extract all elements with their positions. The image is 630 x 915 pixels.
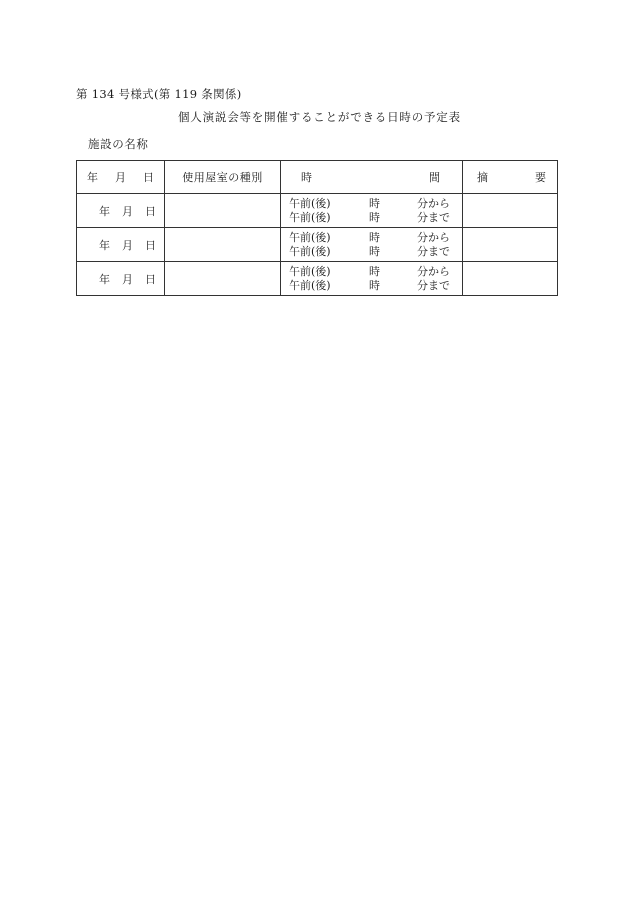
minute-from-label: 分から — [417, 264, 450, 278]
table-row — [77, 194, 558, 228]
header-note — [463, 161, 558, 194]
date-day: 日 — [145, 272, 156, 286]
note-cell[interactable] — [463, 262, 558, 296]
hour-label: 時 — [369, 244, 380, 258]
date-year: 年 — [99, 238, 110, 252]
date-month: 月 — [122, 238, 133, 252]
room-type-cell[interactable] — [165, 262, 281, 296]
date-year: 年 — [99, 272, 110, 286]
time-cell[interactable] — [281, 228, 463, 262]
header-date — [77, 161, 165, 194]
ampm-label: 午前(後) — [289, 264, 331, 278]
table-row — [77, 262, 558, 296]
table-row — [77, 228, 558, 262]
header-time-ji: 時 — [301, 171, 312, 184]
time-from-line — [281, 265, 462, 279]
time-to-line — [281, 211, 462, 225]
hour-label: 時 — [369, 278, 380, 292]
date-day: 日 — [145, 204, 156, 218]
hour-label: 時 — [369, 230, 380, 244]
header-date-day: 日 — [143, 171, 154, 184]
minute-from-label: 分から — [417, 230, 450, 244]
header-room-type: 使用屋室の種別 — [165, 161, 281, 194]
header-time — [281, 161, 463, 194]
date-month: 月 — [122, 272, 133, 286]
note-cell[interactable] — [463, 194, 558, 228]
hour-label: 時 — [369, 210, 380, 224]
table-header-row — [77, 161, 558, 194]
ampm-label: 午前(後) — [289, 230, 331, 244]
time-cell[interactable] — [281, 194, 463, 228]
time-to-line — [281, 245, 462, 259]
document-title: 個人演説会等を開催することができる日時の予定表 — [178, 110, 461, 124]
date-cell[interactable] — [77, 228, 165, 262]
header-date-month: 月 — [115, 171, 126, 184]
header-date-year: 年 — [87, 171, 98, 184]
room-type-cell[interactable] — [165, 228, 281, 262]
header-time-kan: 間 — [429, 171, 440, 184]
time-cell[interactable] — [281, 262, 463, 296]
ampm-label: 午前(後) — [289, 278, 331, 292]
hour-label: 時 — [369, 196, 380, 210]
date-month: 月 — [122, 204, 133, 218]
header-note-you: 要 — [535, 171, 546, 184]
date-day: 日 — [145, 238, 156, 252]
ampm-label: 午前(後) — [289, 196, 331, 210]
header-note-teki: 摘 — [477, 171, 488, 184]
time-from-line — [281, 231, 462, 245]
facility-name-label: 施設の名称 — [88, 137, 149, 151]
hour-label: 時 — [369, 264, 380, 278]
time-to-line — [281, 279, 462, 293]
minute-from-label: 分から — [417, 196, 450, 210]
note-cell[interactable] — [463, 228, 558, 262]
minute-to-label: 分まで — [417, 210, 450, 224]
room-type-cell[interactable] — [165, 194, 281, 228]
minute-to-label: 分まで — [417, 244, 450, 258]
form-number: 第 134 号様式(第 119 条関係) — [76, 87, 242, 101]
ampm-label: 午前(後) — [289, 210, 331, 224]
date-cell[interactable] — [77, 262, 165, 296]
minute-to-label: 分まで — [417, 278, 450, 292]
date-cell[interactable] — [77, 194, 165, 228]
date-year: 年 — [99, 204, 110, 218]
ampm-label: 午前(後) — [289, 244, 331, 258]
time-from-line — [281, 197, 462, 211]
schedule-table — [76, 160, 558, 296]
